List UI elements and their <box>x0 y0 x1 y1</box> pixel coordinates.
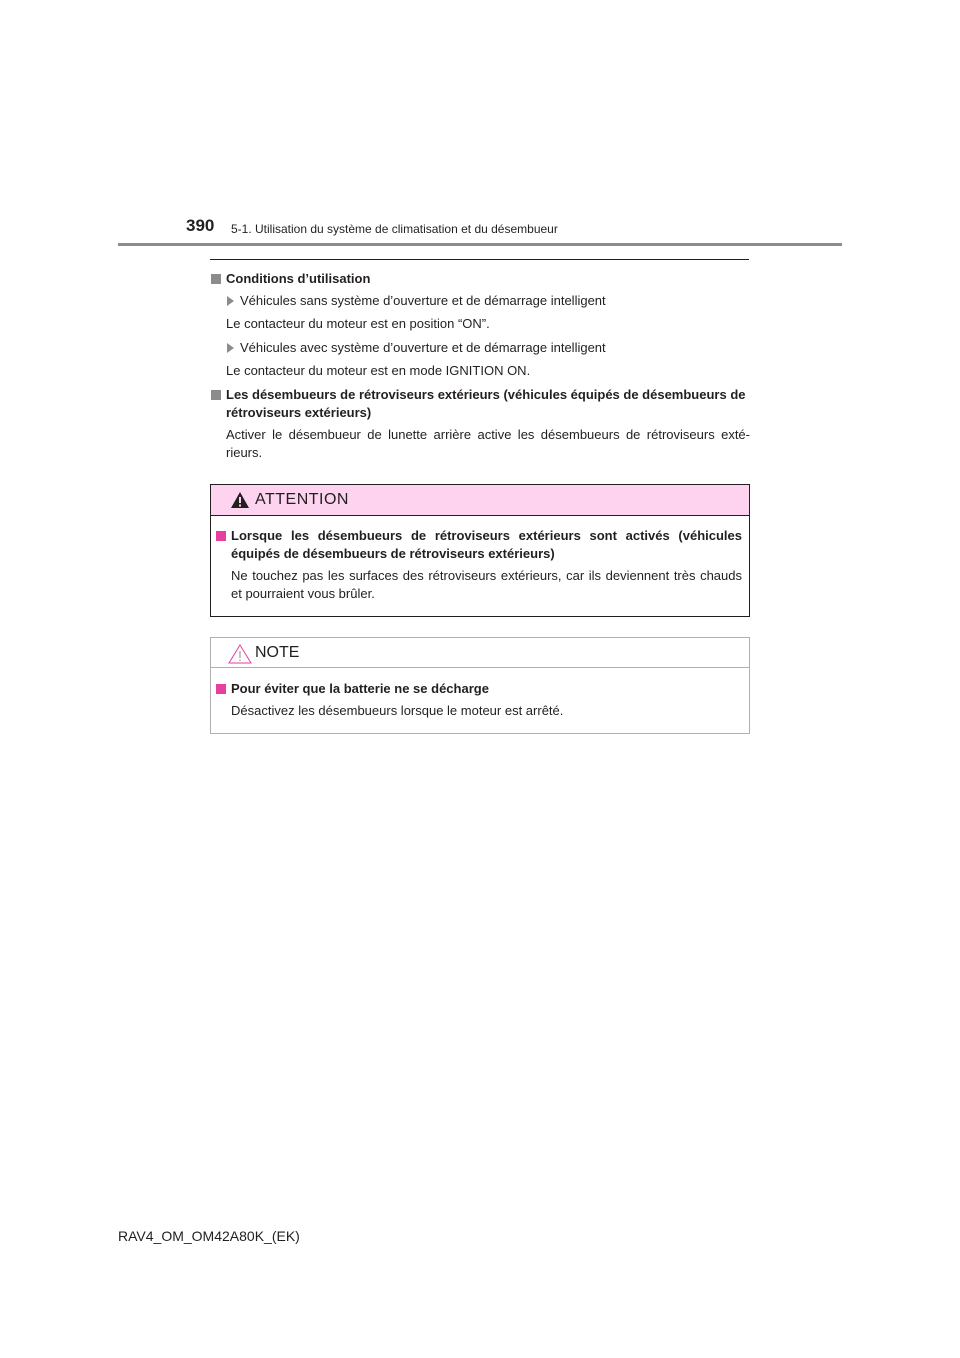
note-text: Désactivez les désembueurs lorsque le moteur est arrêté. <box>231 703 564 718</box>
arrow-bullet-icon <box>227 343 234 353</box>
main-content <box>210 270 750 468</box>
option2-text: Le contacteur du moteur est en mode IGNITION ON. <box>226 363 531 378</box>
attention-heading: Lorsque les désembueurs de rétroviseurs extérieurs sont activés (véhicules équipés de désembueurs de rétroviseurs extérieurs) <box>215 527 742 563</box>
caution-outline-icon <box>228 644 252 664</box>
square-bullet-icon <box>211 274 221 284</box>
note-header <box>211 638 749 668</box>
chapter-title: 5-1. Utilisation du système de climatisation et du désembueur <box>231 222 558 236</box>
attention-header <box>211 485 749 516</box>
option1-text: Le contacteur du moteur est en position “ON”. <box>226 316 490 331</box>
mirror-defogger-text: Activer le désembueur de lunette arrière active les désembueurs de rétroviseurs exté-rieurs. <box>226 427 750 460</box>
pink-square-bullet-icon <box>216 531 226 541</box>
pink-square-bullet-icon <box>216 684 226 694</box>
option-with-smart-entry: Véhicules avec système d’ouverture et de démarrage intelligent <box>210 339 750 357</box>
attention-title: ATTENTION <box>255 491 349 508</box>
note-body <box>211 668 749 720</box>
header-rule <box>118 243 842 246</box>
attention-box <box>210 484 750 617</box>
attention-text: Ne touchez pas les surfaces des rétroviseurs extérieurs, car ils deviennent très chauds et pourraient vous brûler. <box>231 568 742 601</box>
warning-triangle-icon <box>230 491 250 509</box>
note-title: NOTE <box>255 644 300 661</box>
square-bullet-icon <box>211 390 221 400</box>
mirror-defogger-heading: Les désembueurs de rétroviseurs extérieurs (véhicules équipés de désembueurs de rétroviseurs extérieurs) <box>210 386 750 422</box>
note-box <box>210 637 750 734</box>
attention-body <box>211 516 749 603</box>
section-rule <box>210 259 749 260</box>
arrow-bullet-icon <box>227 296 234 306</box>
conditions-heading: Conditions d’utilisation <box>210 270 750 288</box>
manual-code: RAV4_OM_OM42A80K_(EK) <box>118 1228 300 1244</box>
page-number: 390 <box>186 216 215 235</box>
option-without-smart-entry: Véhicules sans système d’ouverture et de démarrage intelligent <box>210 292 750 310</box>
note-heading: Pour éviter que la batterie ne se décharge <box>215 680 742 698</box>
